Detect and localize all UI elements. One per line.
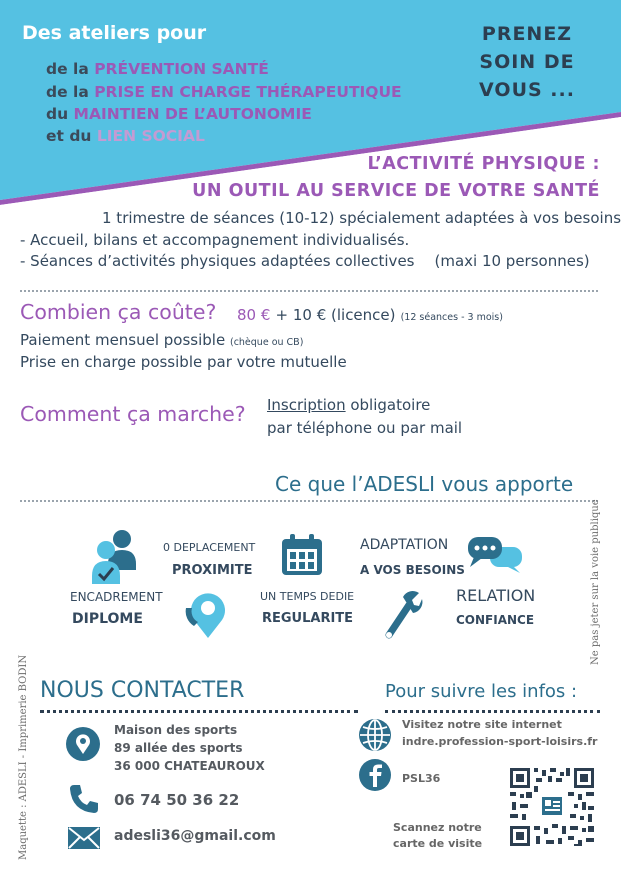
location-icon — [66, 727, 100, 761]
phone-icon — [68, 783, 100, 815]
contact-title: NOUS CONTACTER — [40, 678, 245, 703]
encadrement-label: ENCADREMENT — [70, 590, 163, 604]
encadrement-value: DIPLOME — [72, 611, 143, 627]
people-check-icon — [88, 528, 140, 588]
suivre-title: Pour suivre les infos : — [385, 681, 578, 702]
trimestre-text: 1 trimestre de séances (10-12) spécialement adaptées à vos besoins — [102, 209, 621, 227]
intro-line-prevention: de la PRÉVENTION SANTÉ — [46, 60, 269, 78]
email-address[interactable]: adesli36@gmail.com — [114, 828, 276, 844]
contact-divider — [40, 710, 358, 713]
facebook-handle[interactable]: PSL36 — [402, 772, 441, 785]
proximite-label: 0 DEPLACEMENT — [163, 541, 256, 554]
mutuelle-line: Prise en charge possible par votre mutuelle — [20, 353, 347, 371]
intro-line-lien-social: et du LIEN SOCIAL — [46, 127, 205, 145]
proximite-value: PROXIMITE — [172, 563, 253, 578]
regularite-label: UN TEMPS DEDIE — [260, 590, 355, 603]
seances-item: - Séances d’activités physiques adaptées collectives (maxi 10 personnes) — [20, 252, 590, 270]
activite-title-line1: L’ACTIVITÉ PHYSIQUE : — [367, 154, 600, 174]
apporte-title: Ce que l’ADESLI vous apporte — [275, 472, 574, 496]
address-block: Maison des sports 89 allée des sports 36 000 CHATEAUROUX — [114, 723, 265, 773]
accueil-item: - Accueil, bilans et accompagnement individualisés. — [20, 231, 410, 249]
site-block[interactable]: Visitez notre site internet indre.profession-sport-loisirs.fr — [402, 718, 598, 748]
wrench-icon — [381, 585, 423, 641]
adaptation-value: A VOS BESOINS — [360, 563, 465, 577]
activite-title-line2: UN OUTIL AU SERVICE DE VOTRE SANTÉ — [192, 181, 600, 201]
relation-label: RELATION — [456, 586, 536, 605]
facebook-icon — [358, 758, 392, 792]
calendar-icon — [280, 533, 324, 577]
qr-code[interactable] — [508, 766, 596, 848]
intro-title: Des ateliers pour — [22, 22, 207, 44]
phone-number[interactable]: 06 74 50 36 22 — [114, 791, 240, 809]
scan-instruction: Scannez notre carte de visite — [393, 821, 483, 850]
globe-icon — [358, 718, 392, 752]
paiement-line: Paiement mensuel possible (chèque ou CB) — [20, 331, 304, 349]
intro-line-autonomie: du MAINTIEN DE L’AUTONOMIE — [46, 105, 312, 123]
chat-bubbles-icon — [466, 535, 526, 575]
price-line: 80 € + 10 € (licence) (12 séances - 3 mois) — [237, 306, 503, 324]
ne-pas-jeter-note: Ne pas jeter sur la voie publique — [590, 499, 601, 665]
mail-icon — [67, 826, 101, 850]
regularite-value: REGULARITE — [262, 611, 354, 626]
maquette-credit: Maquette : ADESLI - Imprimerie BODIN — [18, 654, 29, 860]
map-pin-icon — [184, 590, 232, 640]
intro-line-prise-en-charge: de la PRISE EN CHARGE THÉRAPEUTIQUE — [46, 83, 402, 101]
divider — [20, 500, 598, 502]
divider — [20, 290, 598, 292]
prenez-soin-slogan: PRENEZ SOIN DE VOUS ... — [479, 23, 575, 101]
marche-title: Comment ça marche? — [20, 402, 246, 426]
cout-title: Combien ça coûte? — [20, 300, 217, 324]
infos-divider — [385, 710, 600, 713]
inscription-line: Inscription obligatoire — [267, 396, 431, 414]
adaptation-label: ADAPTATION — [360, 537, 449, 553]
relation-value: CONFIANCE — [456, 613, 535, 627]
inscription-method: par téléphone ou par mail — [267, 419, 463, 437]
